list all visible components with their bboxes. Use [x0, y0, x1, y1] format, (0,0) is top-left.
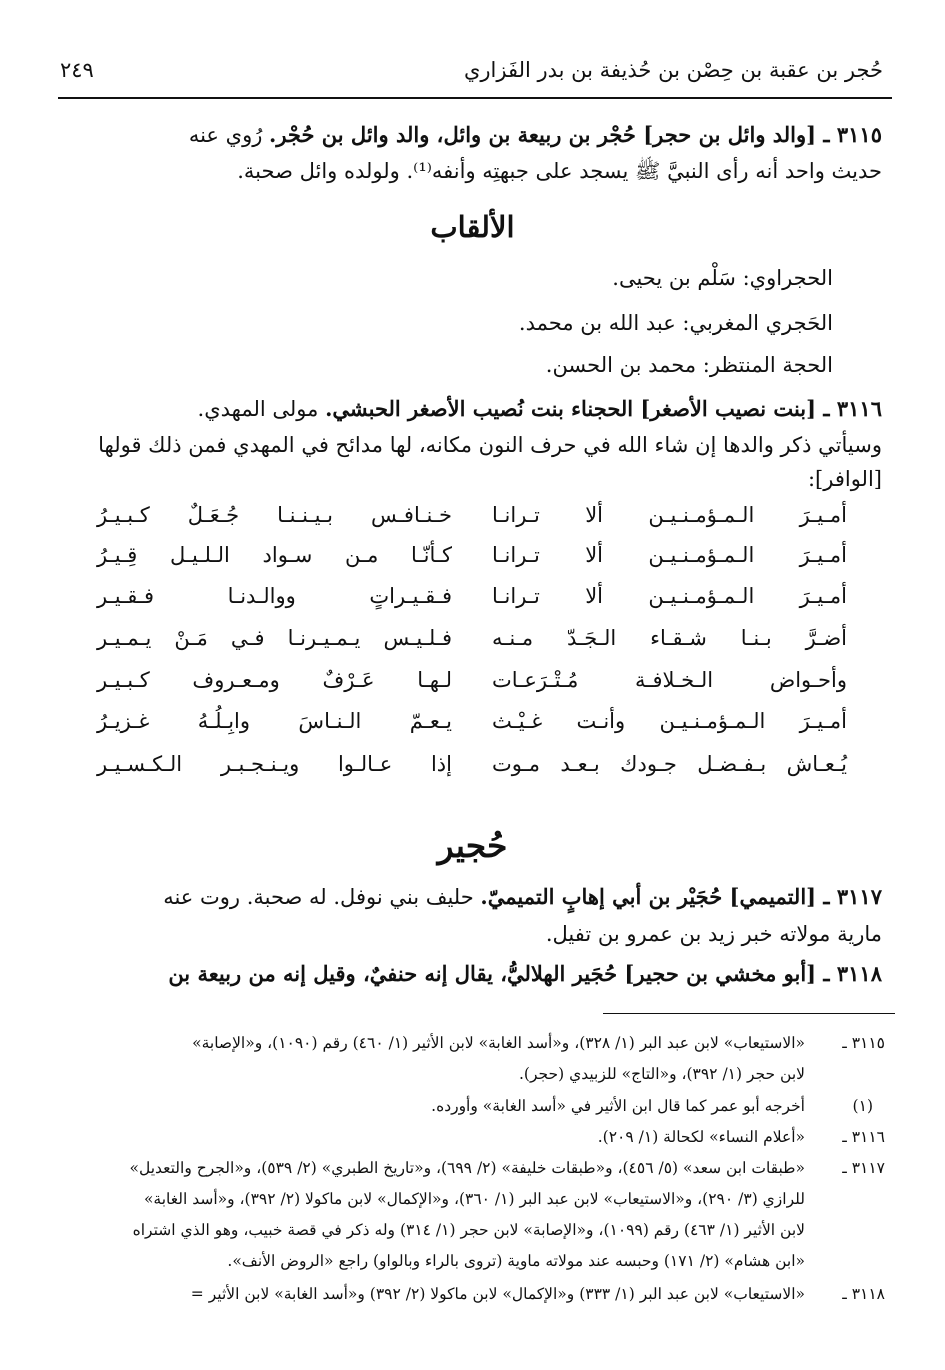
footnote-number: ٣١١٦ ـ	[842, 1128, 885, 1146]
poem-verse	[0, 752, 945, 782]
entry-3116-line-3: [الوافر]:	[807, 467, 882, 491]
footnote-text: للرازي (٣/ ٢٩٠)، و«الاستيعاب» لابن عبد البر (١/ ٣٦٠)، و«الإكمال» لابن ماكولا (٢/ ٣٩٢)، و«أسد الغابة»	[143, 1190, 805, 1208]
verse-hemistich-first: أمـيـرَ الـمـؤمـنـيـن وأنـت غـيْـث	[492, 709, 847, 733]
poem-verse	[0, 626, 945, 656]
entry-3115-rest: رُوي عنه	[188, 123, 270, 147]
verse-hemistich-second: كـأنّـا مـن سـواد الـلـيـل قِـيـرُ	[97, 543, 452, 567]
entry-3117-line-1	[58, 882, 882, 912]
verse-hemistich-second: يـعـمّ الـنـاسَ وابِـلُـهُ غـزيـرُ	[97, 709, 452, 733]
footnote-number: ٣١١٥ ـ	[842, 1034, 885, 1052]
section-heading-hujayr: حُجير	[437, 826, 508, 865]
entry-3115-line-1	[58, 120, 882, 150]
header-rule	[58, 97, 892, 99]
alqab-item-2: الحَجري المغربي: عبد الله بن محمد.	[518, 311, 833, 335]
verse-hemistich-second: إذا عـالـوا ويـنـجـبـر الـكـسـيـر	[97, 752, 452, 776]
footnote-text: أخرجه أبو عمر كما قال ابن الأثير في «أسد الغابة» وأورده.	[431, 1097, 805, 1115]
poem-verse	[0, 543, 945, 573]
entry-3115-line-2: حديث واحد أنه رأى النبيَّ ﷺ يسجد على جبهتِه وأنفه⁽¹⁾. ولولده وائل صحبة.	[237, 159, 882, 183]
alqab-item-3: الحجة المنتظر: محمد بن الحسن.	[545, 353, 833, 377]
verse-hemistich-second: فـلـيـس يـمـيـرنـا فـي مَـنْ يـمـيـر	[97, 626, 452, 650]
poem-verse	[0, 709, 945, 739]
footnote-text: «ابن هشام» (٢/ ١٧١) وحبسه عند مولاته ماوية (تروى بالراء وبالواو) راجع «الروض الأنف».	[227, 1252, 805, 1270]
verse-hemistich-first: أضـرَّ بـنـا شـقـاء الـجَـدّ مـنـه	[492, 626, 847, 650]
footnote-number: ٣١١٧ ـ	[842, 1159, 885, 1177]
footnote-text: «الاستيعاب» لابن عبد البر (١/ ٣٣٣) و«الإكمال» لابن ماكولا (٢/ ٣٩٢) و«أسد الغابة» لابن الأثير =	[190, 1285, 805, 1303]
running-header-title: حُجر بن عقبة بن حِصْن بن حُذيفة بن بدر الفَزاري	[463, 58, 883, 82]
entry-3115-lead: ٣١١٥ ـ [والد وائل بن حجر] حُجْر بن ربيعة بن وائل، والد وائل بن حُجْر.	[269, 122, 882, 147]
section-heading-alqab: الألقاب	[430, 210, 515, 244]
footnote-text: لابن الأثير (١/ ٤٦٣) رقم (١٠٩٩)، و«الإصابة» لابن حجر (١/ ٣١٤) وله ذكر في قصة خبيب، وهو الذي اشتراه	[132, 1221, 805, 1239]
footnote-text: «طبقات ابن سعد» (٥/ ٤٥٦)، و«طبقات خليفة» (٢/ ٦٩٩)، و«تاريخ الطبري» (٢/ ٥٣٩)، و«الجرح والتعديل»	[129, 1159, 805, 1177]
footnote-text: لابن حجر (١/ ٣٩٢)، و«التاج» للزبيدي (حجر).	[518, 1065, 805, 1083]
verse-hemistich-second: فـقـيـراتٍ ووالـدنـا فـقـيـر	[97, 584, 452, 608]
footnote-number: (١)	[852, 1097, 873, 1115]
entry-3116-line-2: وسيأتي ذكر والدها إن شاء الله في حرف النون مكانه، لها مدائح في المهدي فمن ذلك قولها	[98, 433, 882, 457]
entry-3116-lead: ٣١١٦ ـ [بنت نصيب الأصغر] الحجناء بنت نُصيب الأصغر الحبشي.	[325, 396, 882, 421]
entry-3117-lead: ٣١١٧ ـ [التميمي] حُجَيْر بن أبي إهابٍ التميميّ.	[480, 884, 882, 909]
verse-hemistich-first: أمـيـرَ الـمـؤمـنـيـن ألا تـرانـا	[492, 584, 847, 608]
verse-hemistich-first: يُـعـاش بـفـضـل جـودك بـعـد مـوت	[492, 752, 847, 776]
entry-3117-line-2: مارية مولاته خبر زيد بن عمرو بن تفيل.	[545, 922, 882, 946]
footnote-number: ٣١١٨ ـ	[842, 1285, 885, 1303]
verse-hemistich-first: وأحـواض الـخـلافـة مُـتْـرَعـات	[492, 668, 847, 692]
footnote-text: «أعلام النساء» لكحالة (١/ ٢٠٩).	[597, 1128, 805, 1146]
entry-3117-rest: حليف بني نوفل. له صحبة. روت عنه	[163, 885, 481, 909]
entry-3118-line-1: ٣١١٨ ـ [أبو مخشي بن حجير] حُجَير الهلاليُّ، يقال إنه حنفيٌ، وقيل إنه من ربيعة بن	[168, 961, 882, 986]
page-number: ٢٤٩	[60, 58, 94, 82]
alqab-item-1: الحجراوي: سَلْم بن يحيى.	[612, 266, 833, 290]
poem-verse	[0, 668, 945, 698]
poem-verse	[0, 584, 945, 614]
verse-hemistich-first: أمـيـرَ الـمـؤمـنـيـن ألا تـرانـا	[492, 503, 847, 527]
verse-hemistich-second: لـهـا عَـرْفٌ ومـعـروف كـبـيـر	[97, 668, 452, 692]
entry-3116-line-1	[58, 394, 882, 424]
poem-verse	[0, 503, 945, 533]
footnote-rule	[603, 1013, 895, 1014]
verse-hemistich-second: خـنـافـس بـيـنـنـا جُـعَـلٌ كـبـيـرُ	[97, 503, 452, 527]
entry-3116-rest: مولى المهدي.	[197, 397, 326, 421]
footnote-text: «الاستيعاب» لابن عبد البر (١/ ٣٢٨)، و«أسد الغابة» لابن الأثير (١/ ٤٦٠) رقم (١٠٩٠)، و«الإصابة»	[192, 1034, 805, 1052]
verse-hemistich-first: أمـيـرَ الـمـؤمـنـيـن ألا تـرانـا	[492, 543, 847, 567]
